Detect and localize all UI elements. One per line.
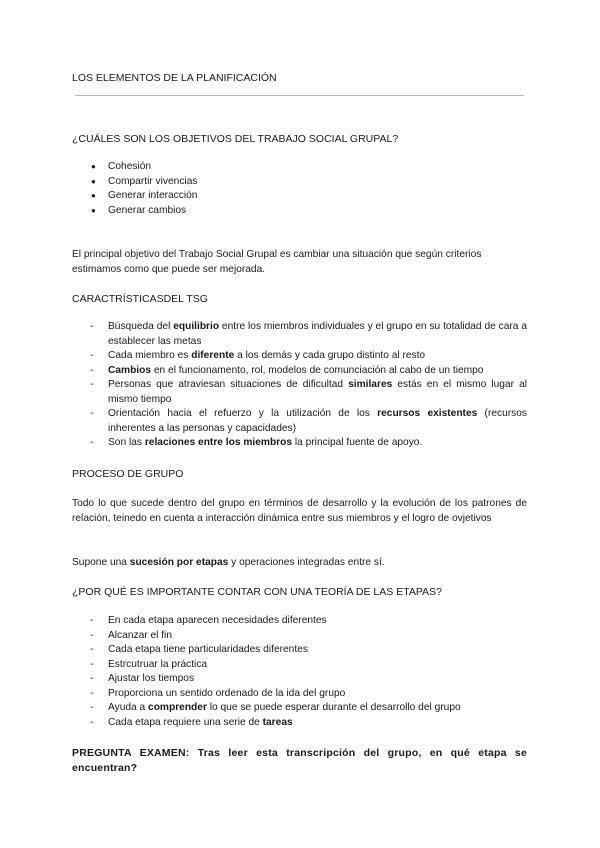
dash-icon: - <box>90 716 94 728</box>
dash-icon: - <box>90 437 94 448</box>
list-item: - Cada etapa requiere una serie de tareas <box>90 716 527 731</box>
list-item: - Cada etapa tiene particularidades diferentes <box>90 643 527 658</box>
list-item: ● Generar cambios <box>91 204 197 219</box>
objectives-list <box>91 160 197 219</box>
characteristics-list <box>90 320 527 451</box>
list-item: - Estrcutruar la práctica <box>90 658 527 673</box>
dash-icon: - <box>90 350 94 361</box>
bullet-icon: ● <box>91 191 96 201</box>
list-item: ● Cohesión <box>91 160 197 175</box>
list-item: - Orientación hacia el refuerzo y la utilización de los recursos existentes (recursos inherentes a las personas y capacidades) <box>90 408 528 434</box>
stages-heading: ¿POR QUÉ ES IMPORTANTE CONTAR CON UNA TEORÍA DE LAS ETAPAS? <box>72 586 442 598</box>
dash-icon: - <box>90 408 94 419</box>
dash-icon: - <box>90 321 94 332</box>
list-item: - Cambios en el funcionamento, rol, modelos de comunciación al cabo de un tiempo <box>90 364 527 379</box>
objectives-heading: ¿CUÁLES SON LOS OBJETIVOS DEL TRABAJO SOCIAL GRUPAL? <box>72 133 399 145</box>
list-item: - En cada etapa aparecen necesidades diferentes <box>90 614 527 629</box>
list-item: - Personas que atraviesan situaciones de dificultad similares estás en el mismo lugar al mismo tiempo <box>90 379 528 405</box>
list-item: - Ayuda a comprender lo que se puede esperar durante el desarrollo del grupo <box>90 701 527 716</box>
list-item: ● Compartir vivencias <box>91 175 197 190</box>
dash-icon: - <box>90 702 94 713</box>
stages-list <box>90 614 527 730</box>
characteristics-heading: CARACTRÍSTICASDEL TSG <box>72 293 208 305</box>
dash-icon: - <box>90 673 94 684</box>
exam-question: PREGUNTA EXAMEN: Tras leer esta transcripción del grupo, en qué etapa se encuentran? <box>72 747 527 774</box>
list-item: - Alcanzar el fin <box>90 629 527 644</box>
list-item: - Son las relaciones entre los miembros la principal fuente de apoyo. <box>90 436 527 451</box>
document-title: LOS ELEMENTOS DE LA PLANIFICACIÓN <box>72 72 277 84</box>
list-item: - Cada miembro es diferente a los demás y cada grupo distinto al resto <box>90 349 527 364</box>
dash-icon: - <box>90 615 94 626</box>
dash-icon: - <box>90 687 94 699</box>
dash-icon: - <box>90 629 94 641</box>
process-heading: PROCESO DE GRUPO <box>72 468 184 480</box>
title-divider <box>75 95 524 96</box>
list-item: - Búsqueda del equilibrio entre los miembros individuales y el grupo en su totalidad de cara a establecer las metas <box>90 321 528 347</box>
dash-icon: - <box>90 644 94 655</box>
dash-icon: - <box>90 364 94 376</box>
objectives-paragraph: El principal objetivo del Trabajo Social Grupal es cambiar una situación que según criterios estimamos como que puede ser mejorada. <box>72 249 482 275</box>
bullet-icon: ● <box>91 162 96 171</box>
process-paragraph: Todo lo que sucede dentro del grupo en términos de desarrollo y la evolución de los patrones de relación, teinedo en cuenta a interacción dinámica entre sus miembros y el logro de ovjetivos <box>72 498 527 524</box>
bullet-icon: ● <box>91 176 96 186</box>
list-item: - Proporciona un sentido ordenado de la ida del grupo <box>90 687 527 702</box>
dash-icon: - <box>90 658 94 670</box>
list-item: - Ajustar los tiempos <box>90 672 527 687</box>
bullet-icon: ● <box>91 206 96 216</box>
process-stages-sentence: Supone una sucesión por etapas y operaciones integradas entre sí. <box>72 557 385 568</box>
list-item: ● Generar interacción <box>91 189 197 204</box>
dash-icon: - <box>90 379 94 390</box>
